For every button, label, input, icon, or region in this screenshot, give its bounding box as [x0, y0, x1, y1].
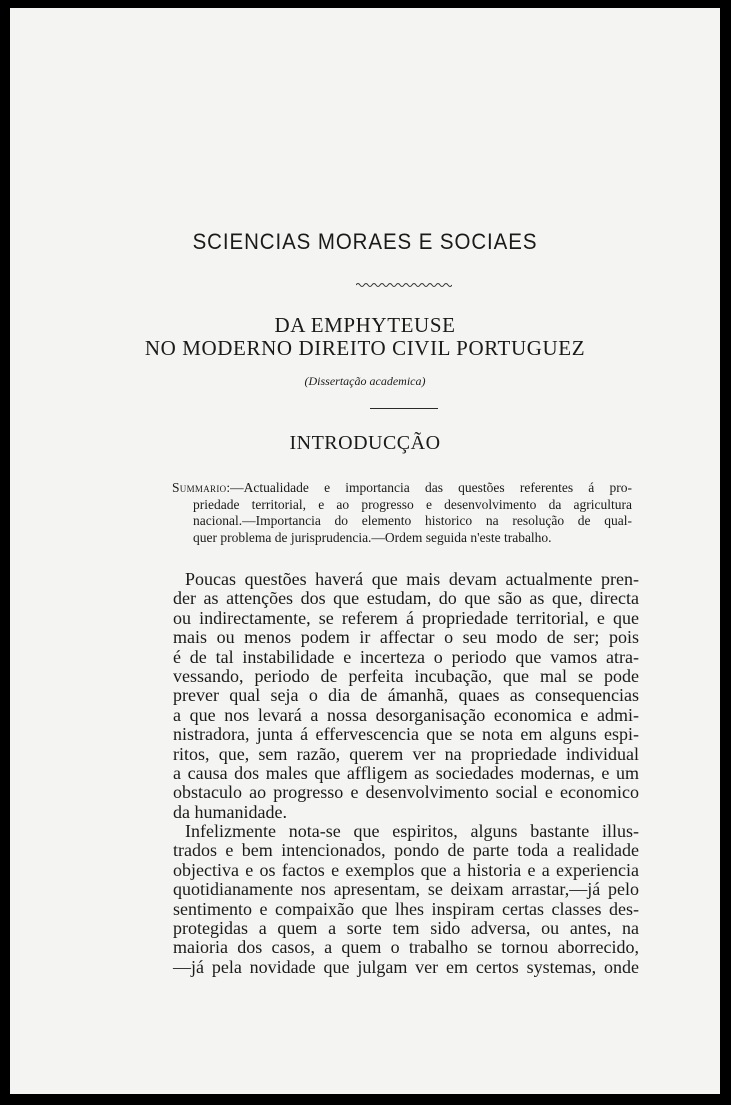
body-line: a que nos levará a nossa desorganisação economica e admi-: [173, 704, 639, 725]
summary-block: [172, 480, 632, 546]
document-page: [10, 8, 720, 1094]
body-line: objectiva e os factos e exemplos que a historia e a experiencia: [173, 859, 639, 880]
body-line: Poucas questões haverá que mais devam actualmente pren-: [185, 569, 639, 589]
body-line: da humanidade.: [173, 801, 287, 822]
body-line: ou indirectamente, se referem á propriedade territorial, e que: [173, 607, 639, 628]
summary-lead: Summario: [172, 480, 227, 495]
body-line: a causa dos males que affligem as sociedades modernas, e um: [173, 762, 639, 783]
body-line: maioria dos casos, a quem o trabalho se tornou aborrecido,: [173, 937, 639, 958]
body-line: prever qual seja o dia de ámanhã, quaes as consequencias: [173, 685, 639, 706]
body-line: —já pela novidade que julgam ver em certos systemas, onde: [173, 956, 639, 977]
body-line: Infelizmente nota-se que espiritos, alguns bastante illus-: [185, 821, 639, 842]
summary-line: nacional.—Importancia do elemento historico na resolução de qual-: [193, 513, 632, 528]
summary-line: quer problema de jurisprudencia.—Ordem seguida n'este trabalho.: [193, 529, 552, 545]
introduction-heading: INTRODUCÇÃO: [289, 432, 441, 454]
section-heading: SCIENCIAS MORAES E SOCIAES: [192, 229, 538, 254]
subtitle: (Dissertação academica): [304, 374, 426, 388]
body-line: der as attenções dos que estudam, do que são as que, directa: [173, 588, 639, 609]
title-line-1: DA EMPHYTEUSE: [274, 313, 456, 337]
wavy-ornament: [356, 282, 452, 288]
body-line: ritos, que, sem razão, querem ver na propriedade individual: [173, 743, 639, 764]
summary-line: priedade territorial, e ao progresso e desenvolvimento da agricultura: [193, 496, 632, 512]
title-line-2: NO MODERNO DIREITO CIVIL PORTUGUEZ: [144, 336, 586, 360]
body-line: quotidianamente nos apresentam, se deixam arrastar,—já pelo: [173, 879, 639, 900]
body-line: obstaculo ao progresso e desenvolvimento social e economico: [173, 782, 639, 803]
body-line: vessando, periodo de perfeita incubação, que mal se pode: [173, 665, 639, 686]
body-line: é de tal instabilidade e incerteza o periodo que vamos atra-: [173, 646, 639, 667]
divider-rule: [370, 408, 438, 409]
body-line: sentimento e compaixão que lhes inspiram certas classes des-: [173, 898, 639, 919]
summary-line: Summario:—Actualidade e importancia das questões referentes á pro-: [172, 480, 632, 495]
body-line: mais ou menos podem ir affectar o seu modo de ser; pois: [173, 627, 639, 648]
body-text: [173, 570, 639, 977]
body-line: nistradora, junta á effervescencia que se nota em alguns espi-: [173, 724, 639, 745]
body-line: protegidas a quem a sorte tem sido adversa, ou antes, na: [173, 918, 639, 939]
body-line: trados e bem intencionados, pondo de parte toda a realidade: [173, 840, 639, 861]
